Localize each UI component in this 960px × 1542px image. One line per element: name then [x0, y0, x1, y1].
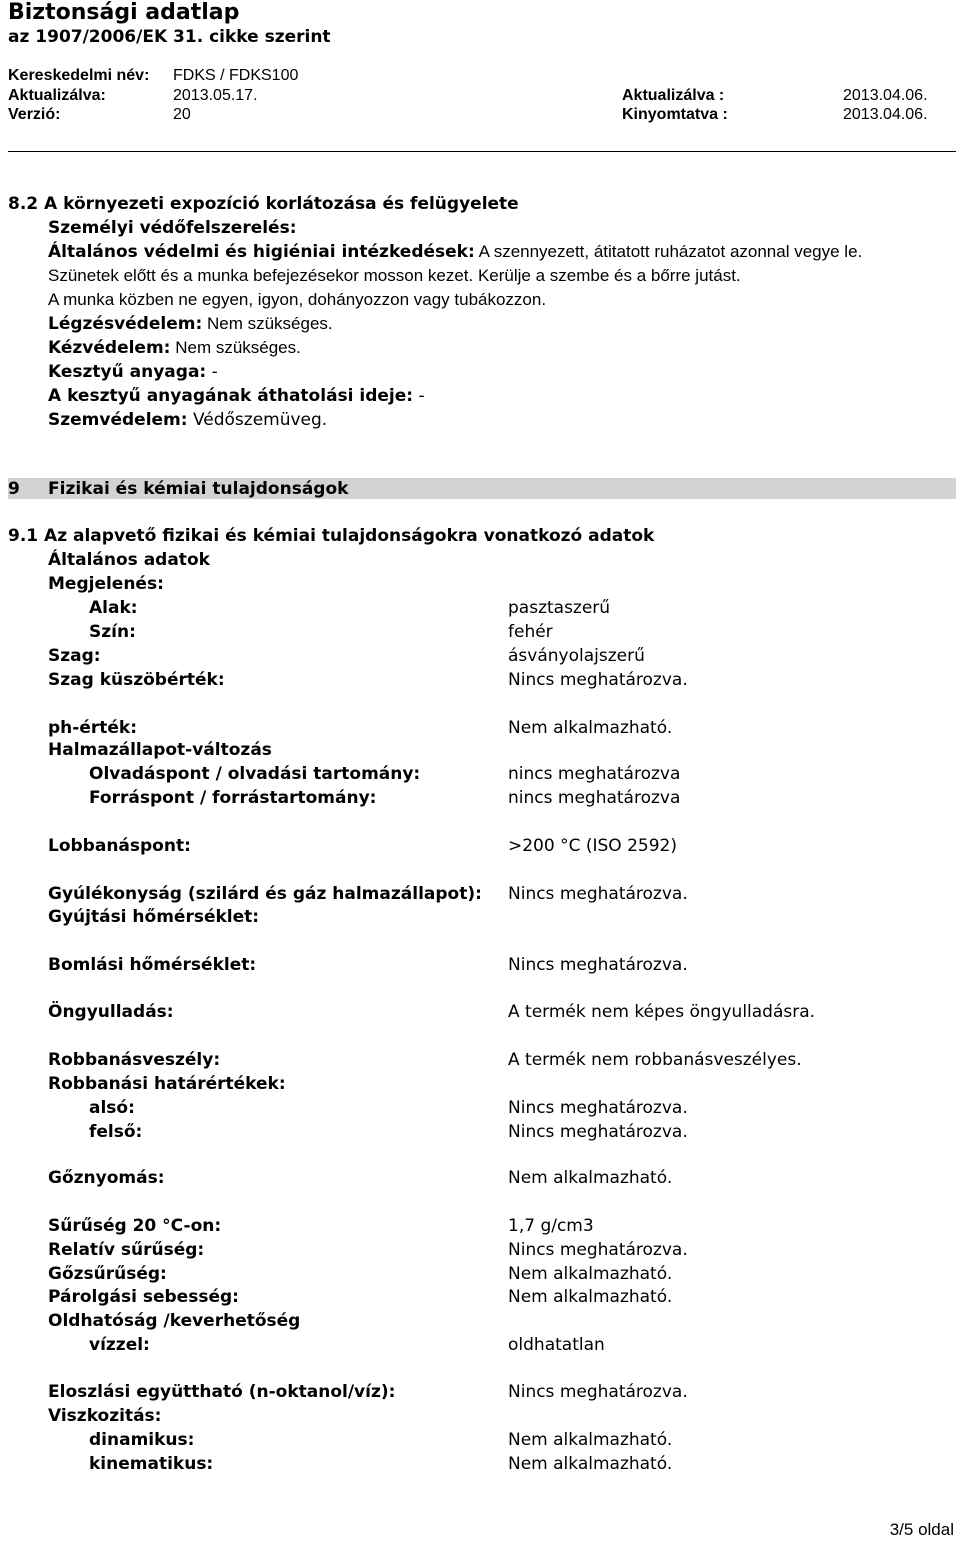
- trade-name: FDKS / FDKS100: [173, 67, 299, 84]
- document-subtitle: az 1907/2006/EK 31. cikke szerint: [8, 27, 331, 47]
- decomposition-temperature-value: Nincs meghatározva.: [508, 955, 688, 975]
- hand-label: Kézvédelem:: [48, 338, 171, 358]
- header-divider: [8, 151, 956, 152]
- printed-label: Kinyomtatva :: [622, 106, 728, 123]
- water-solubility-value: oldhatatlan: [508, 1335, 605, 1355]
- appearance-heading: Megjelenés:: [48, 574, 164, 594]
- printed-date: 2013.04.06.: [843, 106, 928, 123]
- glove-breakthrough: [48, 386, 425, 406]
- solubility-label: Oldhatóság /keverhetőség: [48, 1311, 301, 1331]
- hand-protection: [48, 338, 301, 358]
- flash-point-label: Lobbanáspont:: [48, 836, 191, 856]
- section-9-title: Fizikai és kémiai tulajdonságok: [48, 479, 349, 499]
- density-value: 1,7 g/cm3: [508, 1216, 594, 1236]
- version-label: Verzió:: [8, 106, 61, 123]
- document-title: Biztonsági adatlap: [8, 0, 240, 25]
- density-label: Sűrűség 20 °C-on:: [48, 1216, 222, 1236]
- vapour-density-label: Gőzsűrűség:: [48, 1264, 167, 1284]
- water-solubility-label: vízzel:: [89, 1335, 150, 1355]
- section-9-1-heading: 9.1 Az alapvető fizikai és kémiai tulajdonságokra vonatkozó adatok: [8, 526, 655, 546]
- vapour-pressure-value: Nem alkalmazható.: [508, 1168, 673, 1188]
- general-measures-line2: Szünetek előtt és a munka befejezésekor mosson kezet. Kerülje a szembe és a bőrre jutást.: [48, 266, 741, 285]
- lower-limit-label: alsó:: [89, 1098, 135, 1118]
- explosion-hazard-value: A termék nem robbanásveszélyes.: [508, 1050, 802, 1070]
- flammability-label: Gyúlékonyság (szilárd és gáz halmazállapot):: [48, 884, 482, 904]
- odour-threshold-label: Szag küszöbérték:: [48, 670, 225, 690]
- melting-point-label: Olvadáspont / olvadási tartomány:: [89, 764, 421, 784]
- updated2-date: 2013.04.06.: [843, 87, 928, 104]
- trade-name-label: Kereskedelmi név:: [8, 67, 150, 84]
- eye-value: Védőszemüveg.: [187, 410, 328, 430]
- respiratory-protection: [48, 314, 333, 334]
- hand-value: Nem szükséges.: [170, 338, 301, 357]
- respiratory-value: Nem szükséges.: [202, 314, 333, 333]
- general-data-heading: Általános adatok: [48, 550, 210, 570]
- boiling-point-label: Forráspont / forrástartomány:: [89, 788, 377, 808]
- form-value: pasztaszerű: [508, 598, 611, 618]
- glove-breakthrough-value: -: [413, 386, 425, 406]
- version-value: 20: [173, 106, 191, 123]
- viscosity-label: Viszkozitás:: [48, 1406, 162, 1426]
- flammability-value: Nincs meghatározva.: [508, 884, 688, 904]
- upper-limit-value: Nincs meghatározva.: [508, 1122, 688, 1142]
- respiratory-label: Légzésvédelem:: [48, 314, 203, 334]
- updated2-label: Aktualizálva :: [622, 87, 725, 104]
- odour-label: Szag:: [48, 646, 101, 666]
- explosion-limits-label: Robbanási határértékek:: [48, 1074, 286, 1094]
- kinematic-viscosity-label: kinematikus:: [89, 1454, 214, 1474]
- glove-material-value: -: [206, 362, 218, 382]
- glove-material-label: Kesztyű anyaga:: [48, 362, 207, 382]
- evaporation-rate-label: Párolgási sebesség:: [48, 1287, 239, 1307]
- general-measures-line3: A munka közben ne egyen, igyon, dohányozzon vagy tubákozzon.: [48, 290, 547, 309]
- updated-label: Aktualizálva:: [8, 87, 106, 104]
- section-9-number: 9: [8, 479, 20, 499]
- dynamic-viscosity-value: Nem alkalmazható.: [508, 1430, 673, 1450]
- vapour-density-value: Nem alkalmazható.: [508, 1264, 673, 1284]
- ph-label: ph-érték:: [48, 718, 138, 738]
- explosion-hazard-label: Robbanásveszély:: [48, 1050, 221, 1070]
- updated-date: 2013.05.17.: [173, 87, 258, 104]
- relative-density-value: Nincs meghatározva.: [508, 1240, 688, 1260]
- melting-point-value: nincs meghatározva: [508, 764, 681, 784]
- vapour-pressure-label: Gőznyomás:: [48, 1168, 165, 1188]
- eye-protection: [48, 410, 327, 430]
- state-change-label: Halmazállapot-változás: [48, 740, 272, 760]
- kinematic-viscosity-value: Nem alkalmazható.: [508, 1454, 673, 1474]
- odour-threshold-value: Nincs meghatározva.: [508, 670, 688, 690]
- partition-coefficient-value: Nincs meghatározva.: [508, 1382, 688, 1402]
- partition-coefficient-label: Eloszlási együttható (n-oktanol/víz):: [48, 1382, 396, 1402]
- section-8-2-heading: 8.2 A környezeti expozíció korlátozása és felügyelete: [8, 194, 519, 214]
- color-label: Szín:: [89, 622, 136, 642]
- personal-protection-heading: Személyi védőfelszerelés:: [48, 218, 297, 238]
- form-label: Alak:: [89, 598, 138, 618]
- glove-material: [48, 362, 218, 382]
- self-ignition-value: A termék nem képes öngyulladásra.: [508, 1002, 816, 1022]
- ph-value: Nem alkalmazható.: [508, 718, 673, 738]
- decomposition-temperature-label: Bomlási hőmérséklet:: [48, 955, 257, 975]
- general-measures: [48, 242, 862, 262]
- self-ignition-label: Öngyulladás:: [48, 1002, 174, 1022]
- upper-limit-label: felső:: [89, 1122, 143, 1142]
- boiling-point-value: nincs meghatározva: [508, 788, 681, 808]
- relative-density-label: Relatív sűrűség:: [48, 1240, 205, 1260]
- dynamic-viscosity-label: dinamikus:: [89, 1430, 195, 1450]
- glove-breakthrough-label: A kesztyű anyagának áthatolási ideje:: [48, 386, 414, 406]
- general-measures-text: A szennyezett, átitatott ruházatot azonnal vegye le.: [474, 242, 863, 261]
- color-value: fehér: [508, 622, 553, 642]
- ignition-temperature-label: Gyújtási hőmérséklet:: [48, 907, 260, 927]
- lower-limit-value: Nincs meghatározva.: [508, 1098, 688, 1118]
- page-number: 3/5 oldal: [889, 1520, 954, 1539]
- evaporation-rate-value: Nem alkalmazható.: [508, 1287, 673, 1307]
- flash-point-value: >200 °C (ISO 2592): [508, 836, 677, 856]
- general-measures-label: Általános védelmi és higiéniai intézkedések:: [48, 242, 475, 262]
- odour-value: ásványolajszerű: [508, 646, 645, 666]
- eye-label: Szemvédelem:: [48, 410, 188, 430]
